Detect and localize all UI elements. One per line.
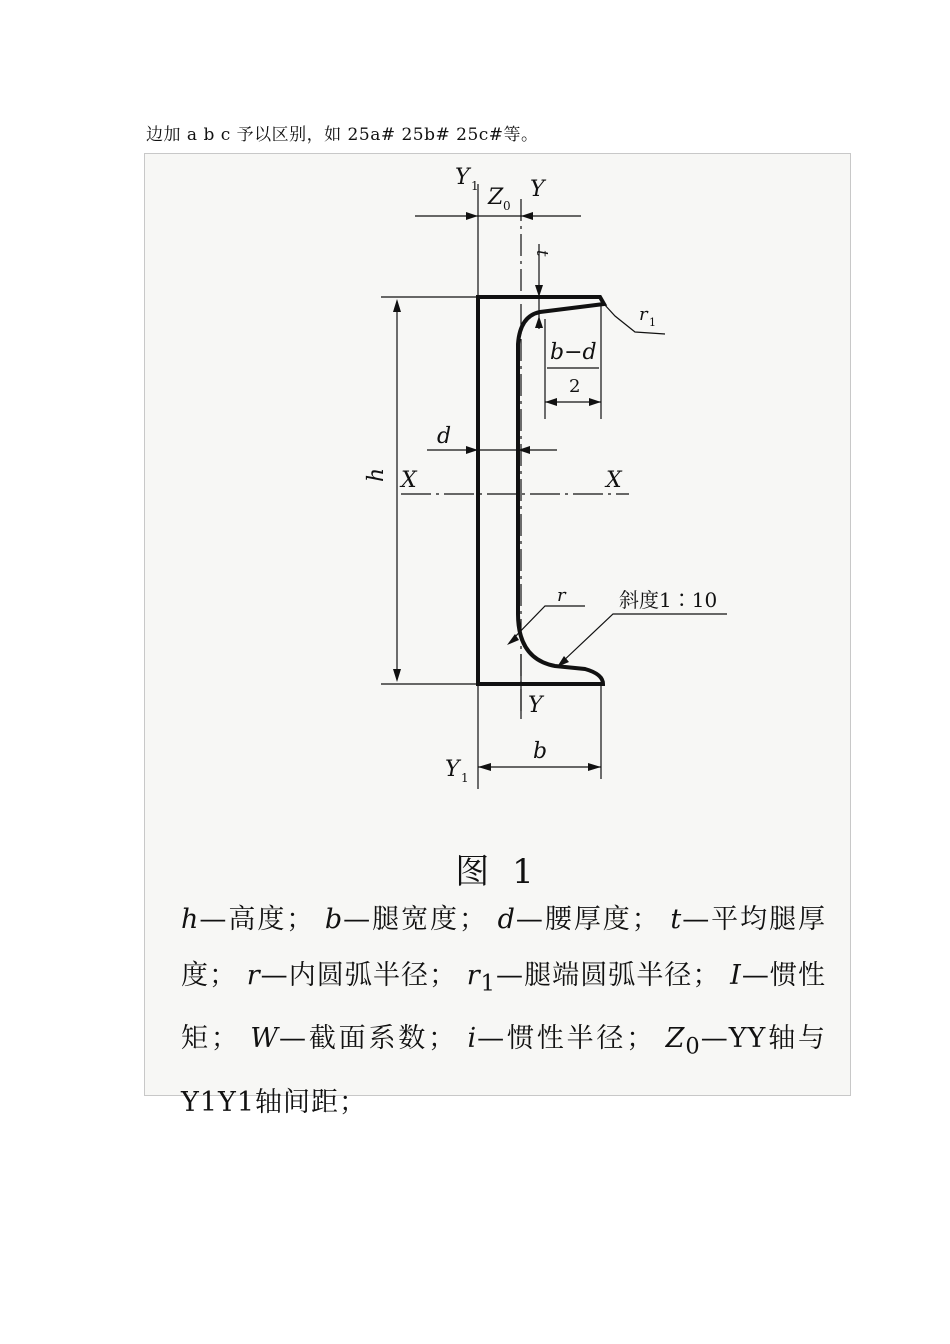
label-r: r — [557, 585, 566, 606]
label-z0-sub: 0 — [503, 199, 511, 213]
label-y1-top: Y — [455, 165, 470, 190]
legend-item-i-radius: i—惯性半径； — [467, 1023, 655, 1055]
figure-legend — [181, 892, 826, 1131]
figure-caption: 图 1 — [455, 852, 540, 892]
legend-item-h: h—高度； — [181, 904, 315, 935]
label-x-right: X — [606, 468, 622, 493]
legend-item-d: d—腰厚度； — [497, 904, 660, 935]
label-r1-sub: 1 — [649, 316, 656, 329]
label-x-left: X — [401, 468, 417, 493]
label-z0: Z — [488, 185, 504, 210]
label-b-minus-d: b−d — [550, 340, 597, 365]
legend-item-w: W—截面系数； — [250, 1023, 457, 1055]
slope-leader — [560, 614, 727, 664]
label-r1: r — [639, 304, 648, 325]
label-y-bottom: Y — [528, 693, 543, 718]
label-y1-bottom: Y — [445, 757, 460, 782]
label-t: t — [533, 250, 552, 257]
legend-item-z0: $Z_0—YY$轴与Y1Y1轴间距； — [181, 1023, 827, 1118]
legend-item-t: t—平均腿厚度； — [181, 904, 827, 991]
label-b: b — [533, 739, 548, 764]
label-d: d — [437, 424, 452, 449]
legend-item-b: b—腿宽度； — [324, 904, 488, 935]
label-y1-bottom-sub: 1 — [461, 771, 469, 785]
legend-item-r: r—内圆弧半径； — [246, 960, 458, 991]
legend-item-i-moment: I—惯性矩； — [181, 960, 826, 1055]
label-h: h — [364, 467, 389, 482]
intro-text: 边加 a b c 予以区别，如 25a# 25b# 25c#等。 — [146, 125, 539, 145]
label-slope: 斜度1∶10 — [619, 588, 718, 612]
figure-channel-section — [144, 153, 851, 1118]
label-two: 2 — [569, 376, 581, 397]
label-y-top: Y — [530, 177, 545, 202]
label-y1-top-sub: 1 — [471, 179, 479, 193]
legend-item-r1: $r_1—$腿端圆弧半径； — [466, 960, 721, 997]
channel-diagram — [145, 154, 852, 834]
